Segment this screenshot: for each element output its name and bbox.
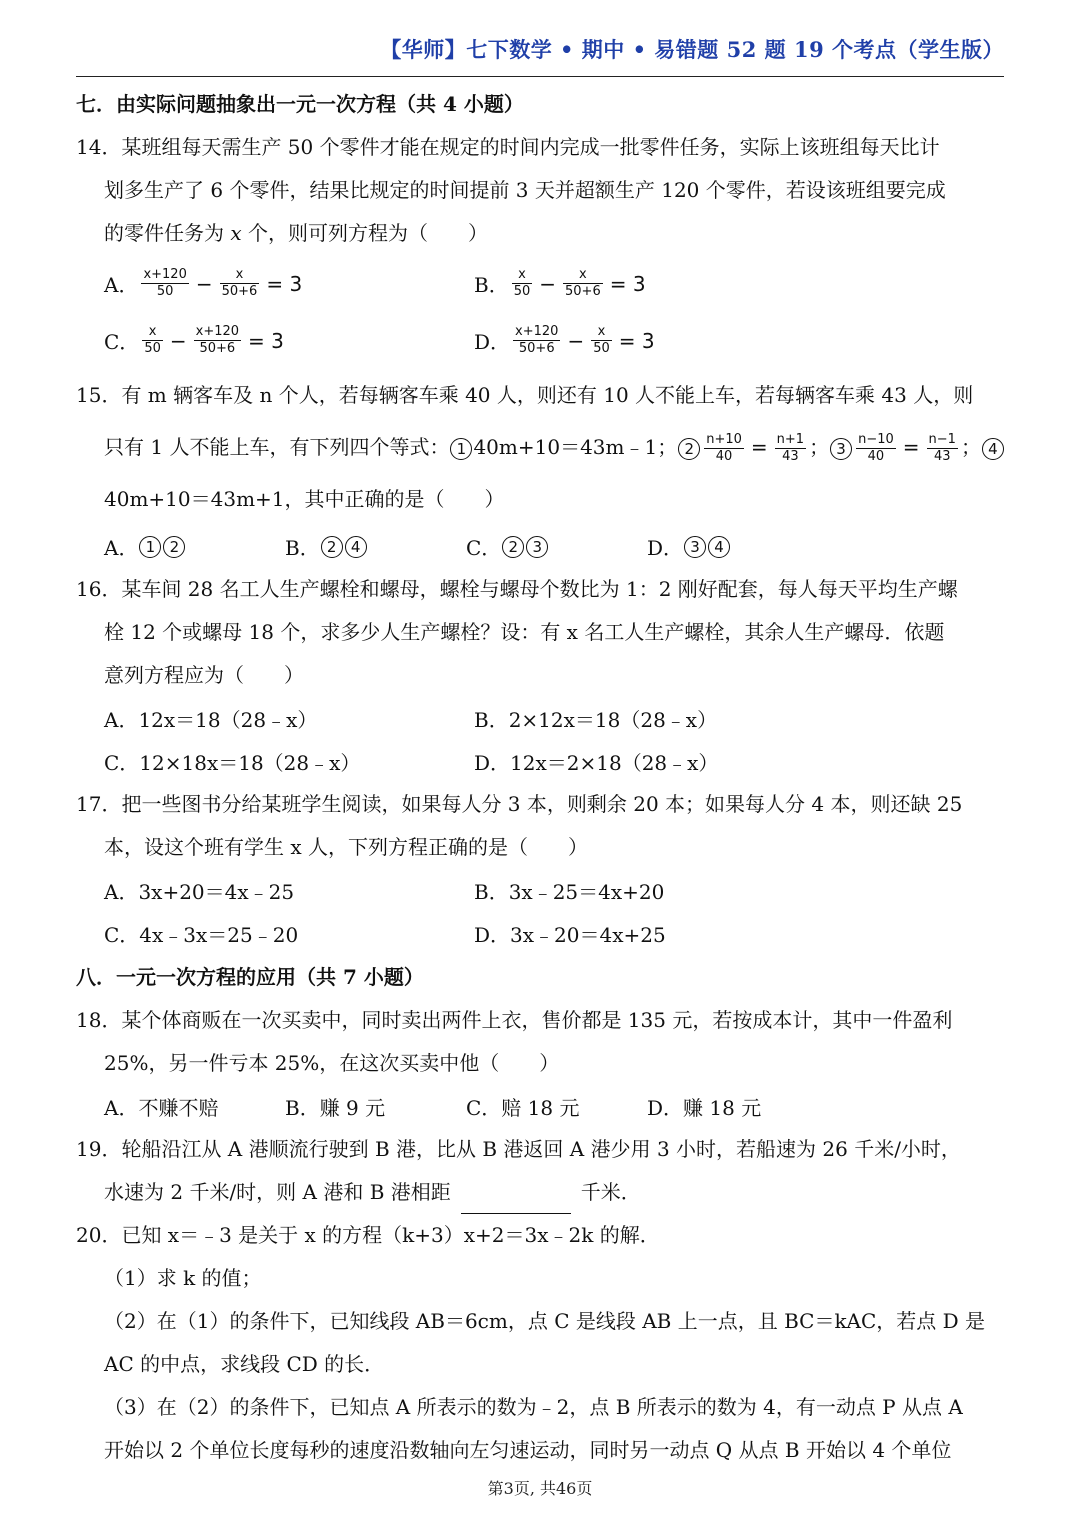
q15-option-a[interactable]: A． 1 2 <box>104 532 285 561</box>
q18-line-2: 25%，另一件亏本 25%，在这次买卖中他（ ） <box>104 1051 560 1075</box>
q20-line-1: 20．已知 x＝﹣3 是关于 x 的方程（k+3）x+2＝3x﹣2k 的解． <box>76 1223 660 1247</box>
section-8-title: 八．一元一次方程的应用（共 7 小题） <box>76 965 424 989</box>
q15-line-2: 只有 1 人不能上车，有下列四个等式： 1 40m+10＝43m﹣1； 2 $\frac{n+10}{40}$ = $\frac{n+1}{43}$ ； 3 $\frac{n-10}{40}$ = $\frac{n-1}{43}$ ； 4 <box>76 421 1004 473</box>
document-body <box>76 82 1004 1472</box>
q16-option-b[interactable]: B．2×12x＝18（28﹣x） <box>474 708 718 732</box>
q16-options-row-2 <box>76 740 1004 783</box>
q17-option-c[interactable]: C．4x﹣3x＝25﹣20 <box>104 923 299 947</box>
q17-line-2: 本，设这个班有学生 x 人，下列方程正确的是（ ） <box>104 835 588 859</box>
q14-option-d[interactable]: D． $\frac{x+120}{50+6}$ − $\frac{x}{50}$ = 3 <box>474 324 655 356</box>
q14-option-b[interactable]: B． $\frac{x}{50}$ − $\frac{x}{50+6}$ = 3 <box>474 267 646 299</box>
q19-line-2: 水速为 2 千米/时，则 A 港和 B 港相距 千米． <box>76 1171 1004 1214</box>
q15-line-1: 15．有 m 辆客车及 n 个人，若每辆客车乘 40 人，则还有 10 人不能上车，若每辆客车乘 43 人，则 <box>76 383 974 407</box>
q14-line-2: 划多生产了 6 个零件，结果比规定的时间提前 3 天并超额生产 120 个零件，若设该班组要完成 <box>104 178 946 202</box>
q18-options <box>76 1085 1004 1128</box>
q16-option-a[interactable]: A．12x＝18（28﹣x） <box>104 708 318 732</box>
q14-option-c[interactable]: C． $\frac{x}{50}$ − $\frac{x+120}{50+6}$ = 3 <box>104 324 284 356</box>
q14-options-row-1 <box>76 255 1004 312</box>
q19-answer-blank[interactable] <box>461 1187 571 1214</box>
q17-line-1: 17．把一些图书分给某班学生阅读，如果每人分 3 本，则剩余 20 本；如果每人分 4 本，则还缺 25 <box>76 792 963 816</box>
q18-option-b[interactable]: B．赚 9 元 <box>285 1096 386 1120</box>
q20-part-1: （1）求 k 的值； <box>104 1266 262 1290</box>
q17-option-a[interactable]: A．3x+20＝4x﹣25 <box>104 880 295 904</box>
q19-line-1: 19．轮船沿江从 A 港顺流行驶到 B 港，比从 B 港返回 A 港少用 3 小时，若船速为 26 千米/小时， <box>76 1137 961 1161</box>
section-7-title: 七．由实际问题抽象出一元一次方程（共 4 小题） <box>76 92 524 116</box>
q16-line-3: 意列方程应为（ ） <box>104 663 304 687</box>
q14-line-3: 的零件任务为 x 个，则可列方程为（ ） <box>104 221 488 245</box>
q18-option-a[interactable]: A．不赚不赔 <box>104 1096 219 1120</box>
q15-option-b[interactable]: B． 2 4 <box>285 532 466 561</box>
q17-option-b[interactable]: B．3x﹣25＝4x+20 <box>474 880 665 904</box>
q15-options <box>76 525 1004 568</box>
q14-option-a[interactable]: A． $\frac{x+120}{50}$ − $\frac{x}{50+6}$ = 3 <box>104 267 303 299</box>
header-rule <box>76 76 1004 77</box>
q16-line-1: 16．某车间 28 名工人生产螺栓和螺母，螺栓与螺母个数比为 1：2 刚好配套，每人每天平均生产螺 <box>76 577 958 601</box>
q20-part-3-line-2: 开始以 2 个单位长度每秒的速度沿数轴向左匀速运动，同时另一动点 Q 从点 B 开始以 4 个单位 <box>104 1438 952 1462</box>
q17-options-row-2 <box>76 912 1004 955</box>
q15-option-c[interactable]: C． 2 3 <box>466 532 647 561</box>
q16-option-d[interactable]: D．12x＝2×18（28﹣x） <box>474 751 719 775</box>
page-footer: 第3页, 共46页 <box>487 1479 593 1498</box>
q17-option-d[interactable]: D．3x﹣20＝4x+25 <box>474 923 666 947</box>
q18-line-1: 18．某个体商贩在一次买卖中，同时卖出两件上衣，售价都是 135 元，若按成本计，其中一件盈利 <box>76 1008 953 1032</box>
q17-options-row-1 <box>76 869 1004 912</box>
q14-options-row-2 <box>76 312 1004 369</box>
q14-line-1: 14．某班组每天需生产 50 个零件才能在规定的时间内完成一批零件任务，实际上该班组每天比计 <box>76 135 940 159</box>
q16-line-2: 栓 12 个或螺母 18 个，求多少人生产螺栓？设：有 x 名工人生产螺栓，其余人生产螺母．依题 <box>104 620 945 644</box>
q18-option-c[interactable]: C．赔 18 元 <box>466 1096 580 1120</box>
page-header: 【华师】七下数学 • 期中 • 易错题 52 题 19 个考点（学生版） <box>380 37 1004 62</box>
q20-part-2-line-2: AC 的中点，求线段 CD 的长． <box>104 1352 385 1376</box>
q16-option-c[interactable]: C．12×18x＝18（28﹣x） <box>104 751 361 775</box>
q20-part-2-line-1: （2）在（1）的条件下，已知线段 AB＝6cm，点 C 是线段 AB 上一点，且 BC＝kAC，若点 D 是 <box>104 1309 986 1333</box>
q16-options-row-1 <box>76 697 1004 740</box>
q15-option-d[interactable]: D． 3 4 <box>647 532 828 561</box>
q20-part-3-line-1: （3）在（2）的条件下，已知点 A 所表示的数为﹣2，点 B 所表示的数为 4，有一动点 P 从点 A <box>104 1395 963 1419</box>
q15-line-3: 40m+10＝43m+1，其中正确的是（ ） <box>104 487 505 511</box>
q18-option-d[interactable]: D．赚 18 元 <box>647 1096 762 1120</box>
